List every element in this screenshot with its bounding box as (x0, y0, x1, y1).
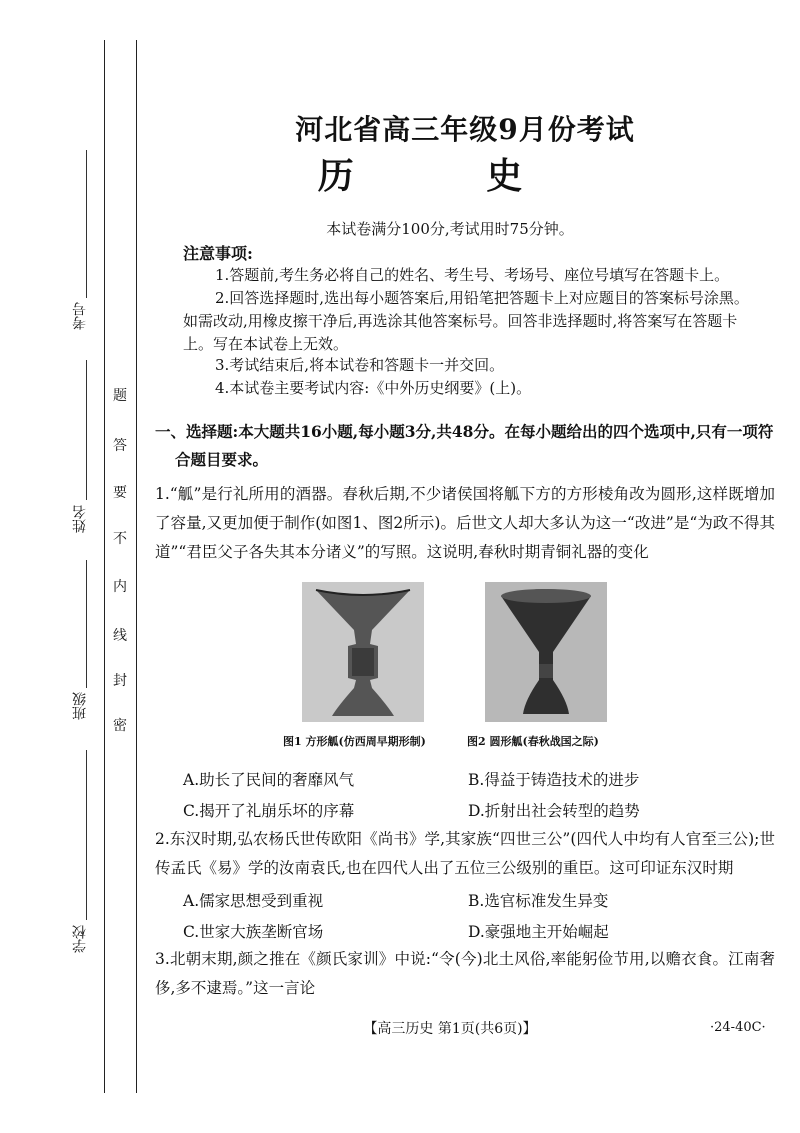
field-label-exam-number: 考号 (72, 302, 88, 330)
q2-option-a[interactable]: A.儒家思想受到重视 (183, 892, 324, 910)
notice-heading: 注意事项: (183, 244, 253, 263)
notice-item: 4.本试卷主要考试内容:《中外历史纲要》(上)。 (215, 379, 532, 397)
seal-char: 不 (113, 531, 127, 547)
section-heading (155, 418, 775, 474)
section-heading-line1: 一、选择题:本大题共16小题,每小题3分,共48分。在每小题给出的四个选项中,只有一项符 (155, 422, 774, 441)
question-3-stem: 3.北朝末期,颜之推在《颜氏家训》中说:“令(今)北土风俗,率能躬俭节用,以赡衣食。江南奢侈,多不逮焉。”这一言论 (155, 950, 775, 997)
question-1-stem: 1.“觚”是行礼所用的酒器。春秋后期,不少诸侯国将觚下方的方形棱角改为圆形,这样既增加了容量,又更加便于制作(如图1、图2所示)。后世文人却大多认为这一“改进”是“为政不得其道”“君臣父子各失其本分诸义”的写照。这说明,春秋时期青铜礼器的变化 (155, 485, 775, 561)
page-footer: 【高三历史 第1页(共6页)】 (363, 1021, 537, 1037)
exam-title: 河北省高三年级9月份考试 (295, 113, 635, 146)
field-label-class: 班级 (72, 692, 88, 720)
seal-char: 封 (113, 673, 127, 689)
question-2-stem: 2.东汉时期,弘农杨氏世传欧阳《尚书》学,其家族“四世三公”(四代人中均有人官至三公);世传孟氏《易》学的汝南袁氏,也在四代人出了五位三公级别的重臣。这可印证东汉时期 (155, 830, 775, 877)
figure-1-caption: 图1 方形觚(仿西周早期形制) (283, 735, 426, 748)
q1-option-c[interactable]: C.揭开了礼崩乐坏的序幕 (183, 802, 355, 820)
notice-item: 1.答题前,考生务必将自己的姓名、考生号、考场号、座位号填写在答题卡上。 (215, 266, 730, 284)
seal-char: 内 (113, 579, 127, 595)
school-blank[interactable] (86, 750, 87, 920)
seal-char: 要 (113, 485, 127, 501)
name-blank[interactable] (86, 360, 87, 500)
paper-code: ·24-40C· (710, 1020, 766, 1035)
figure-1-square-gu (302, 582, 424, 722)
q2-option-c[interactable]: C.世家大族垄断官场 (183, 923, 324, 941)
notice-item: 2.回答选择题时,选出每小题答案后,用铅笔把答题卡上对应题目的答案标号涂黑。如需改动,用橡皮擦干净后,再选涂其他答案标号。回答非选择题时,将答案写在答题卡上。写在本试卷上无效。 (183, 289, 749, 353)
class-blank[interactable] (86, 560, 87, 688)
exam-meta: 本试卷满分100分,考试用时75分钟。 (326, 220, 574, 238)
figure-2-round-gu (485, 582, 607, 722)
subject-title: 历 史 (317, 155, 583, 197)
q2-option-d[interactable]: D.豪强地主开始崛起 (468, 923, 609, 941)
seal-char: 线 (113, 628, 127, 644)
field-label-school: 学校 (72, 925, 88, 953)
q2-option-b[interactable]: B.选官标准发生异变 (468, 892, 609, 910)
field-label-name: 姓名 (72, 505, 88, 533)
q1-option-d[interactable]: D.折射出社会转型的趋势 (468, 802, 640, 820)
seal-char: 密 (113, 718, 127, 734)
section-heading-line2: 合题目要求。 (175, 450, 269, 469)
q1-option-b[interactable]: B.得益于铸造技术的进步 (468, 771, 640, 789)
seal-char: 题 (113, 388, 127, 404)
notice-item: 3.考试结束后,将本试卷和答题卡一并交回。 (215, 356, 505, 374)
seal-char: 答 (113, 438, 127, 454)
figure-2-caption: 图2 圆形觚(春秋战国之际) (467, 735, 599, 748)
q1-option-a[interactable]: A.助长了民间的奢靡风气 (183, 771, 355, 789)
